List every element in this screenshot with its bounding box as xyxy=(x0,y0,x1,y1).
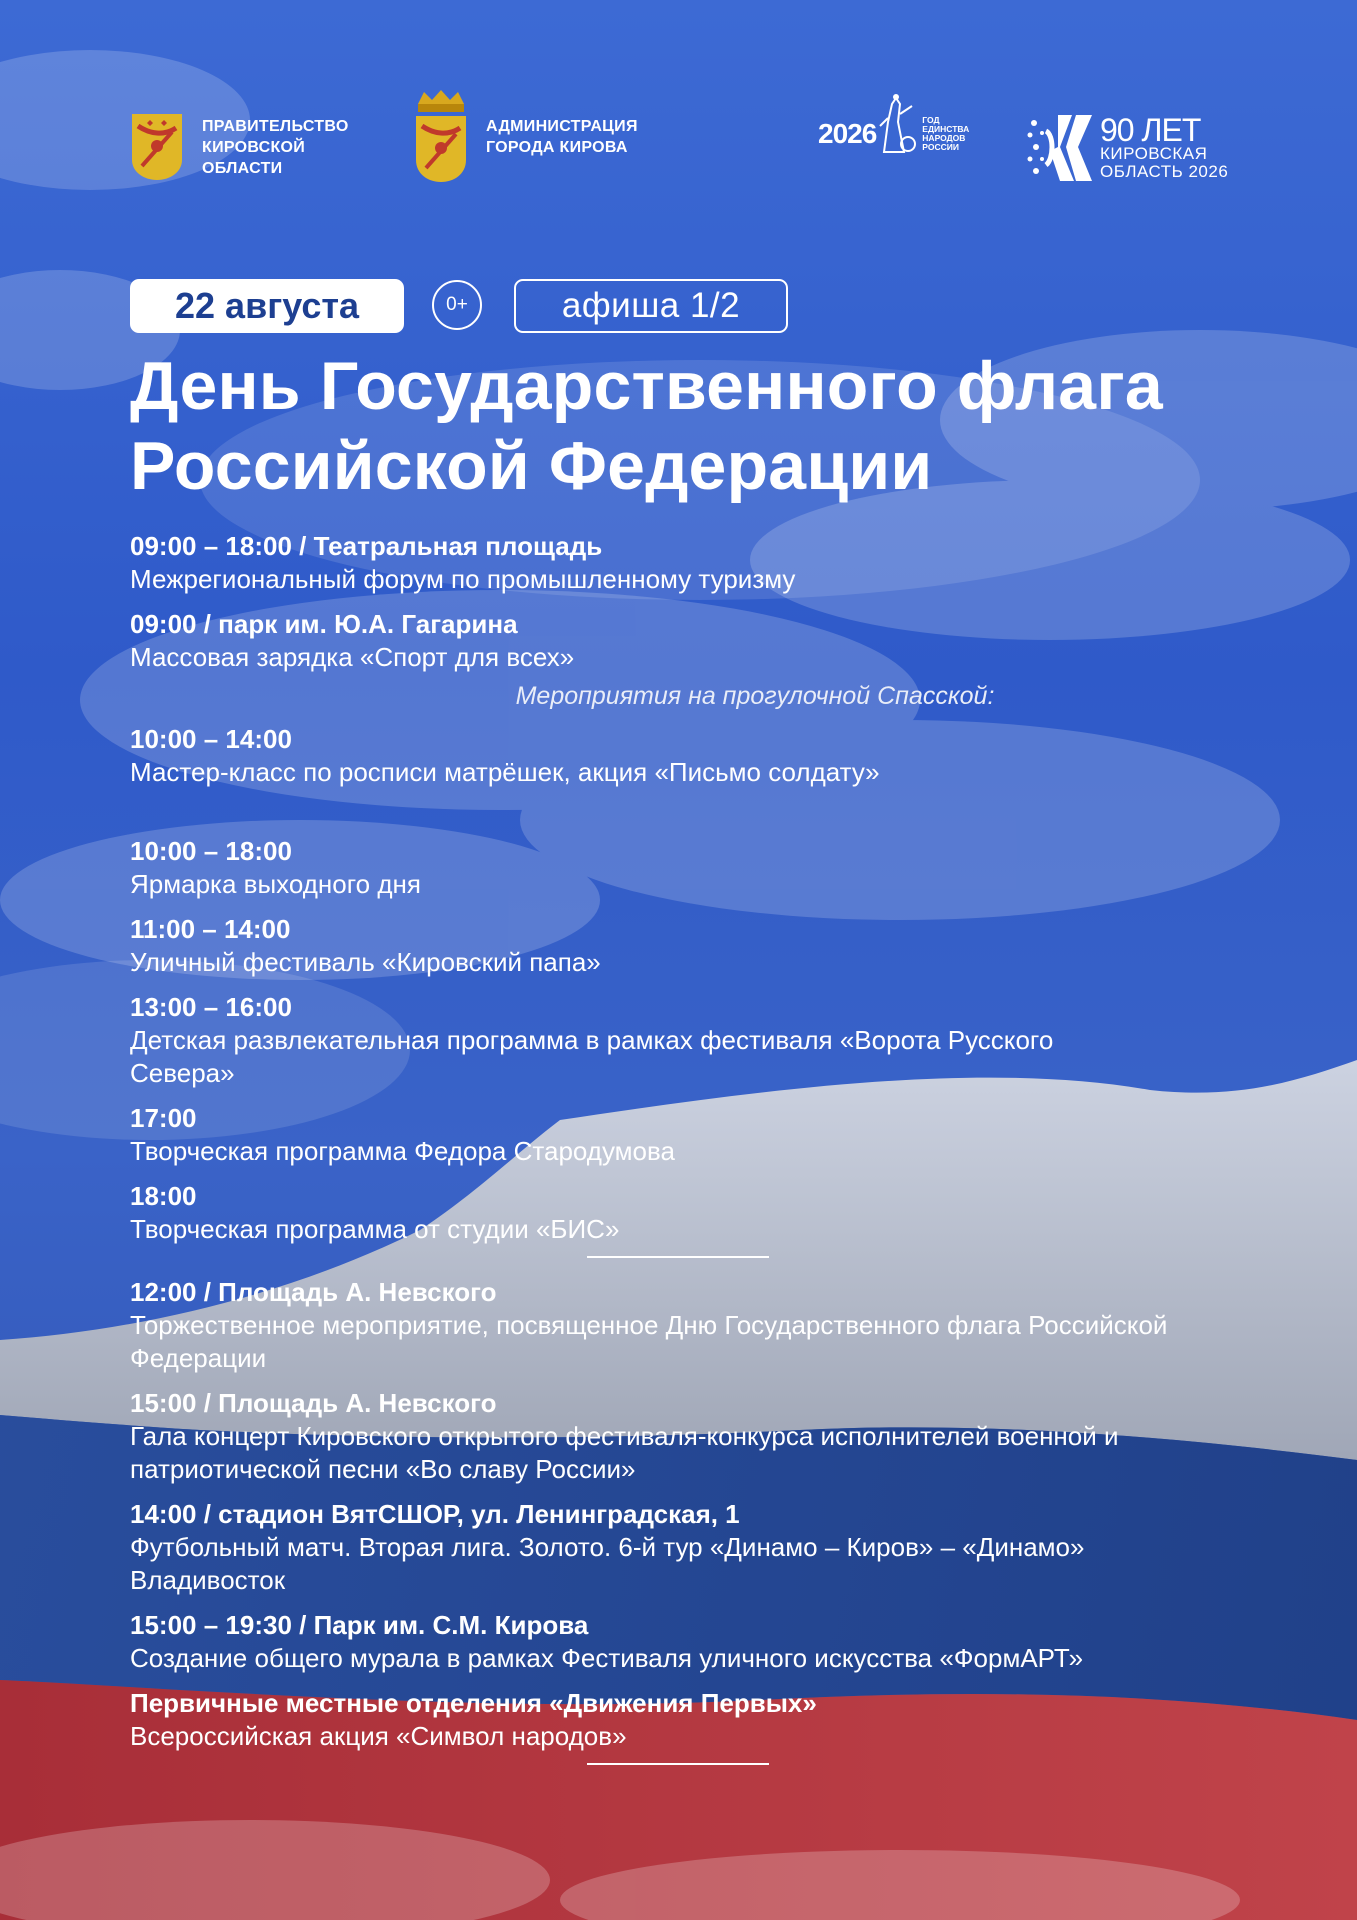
event-description: Творческая программа от студии «БИС» xyxy=(130,1214,620,1244)
event-item xyxy=(130,913,1250,979)
event-item xyxy=(130,1387,1250,1486)
event-description: Уличный фестиваль «Кировский папа» xyxy=(130,947,601,977)
event-time: 18:00 xyxy=(130,1181,197,1211)
event-time-place: 14:00 / стадион ВятСШОР, ул. Ленинградская, 1 xyxy=(130,1499,740,1529)
event-description: Ярмарка выходного дня xyxy=(130,869,421,899)
age-rating-badge: 0+ xyxy=(432,280,482,330)
anniversary-logo xyxy=(1026,113,1228,183)
event-time: 11:00 – 14:00 xyxy=(130,914,291,944)
event-time-place: Первичные местные отделения «Движения Первых» xyxy=(130,1688,817,1718)
event-item xyxy=(130,1180,1250,1246)
event-item xyxy=(130,1609,1250,1675)
year-of-unity-logo xyxy=(818,114,969,154)
event-item xyxy=(130,991,1250,1090)
section-divider xyxy=(587,1763,769,1765)
event-description: Торжественное мероприятие, посвященное Дню Государственного флага Российской Федерации xyxy=(130,1310,1168,1373)
event-time-place: 15:00 / Площадь А. Невского xyxy=(130,1388,497,1418)
government-logo-text: ПРАВИТЕЛЬСТВО КИРОВСКОЙ ОБЛАСТИ xyxy=(202,117,349,177)
event-item xyxy=(130,723,1250,789)
event-item xyxy=(130,1276,1250,1375)
kirov-region-anniversary-emblem-icon xyxy=(1026,113,1096,183)
government-logo xyxy=(130,112,349,182)
date-badge: 22 августа xyxy=(130,279,404,333)
anniversary-line1: КИРОВСКАЯ xyxy=(1100,144,1208,163)
event-description: Массовая зарядка «Спорт для всех» xyxy=(130,642,575,672)
event-item xyxy=(130,1498,1250,1597)
event-description: Межрегиональный форум по промышленному туризму xyxy=(130,564,796,594)
section-divider xyxy=(587,1256,769,1258)
event-item xyxy=(130,530,1250,596)
event-description: Всероссийская акция «Символ народов» xyxy=(130,1721,627,1751)
monument-icon xyxy=(874,92,918,154)
year-of-unity-year: 2026 xyxy=(818,118,877,149)
event-item xyxy=(130,835,1250,901)
event-time-place: 12:00 / Площадь А. Невского xyxy=(130,1277,497,1307)
event-description: Детская развлекательная программа в рамках фестиваля «Ворота Русского Севера» xyxy=(130,1025,1054,1088)
year-of-unity-text: ГОД ЕДИНСТВА НАРОДОВ РОССИИ xyxy=(922,115,970,152)
event-time: 13:00 – 16:00 xyxy=(130,992,292,1022)
spasskaya-section-header: Мероприятия на прогулочной Спасской: xyxy=(515,682,995,710)
event-description: Гала концерт Кировского открытого фестиваля-конкурса исполнителей военной и патриотической песни «Во славу России» xyxy=(130,1421,1119,1484)
event-time: 10:00 – 14:00 xyxy=(130,724,292,754)
kirov-region-coat-of-arms-icon xyxy=(130,112,184,182)
event-time-place: 09:00 / парк им. Ю.А. Гагарина xyxy=(130,609,518,639)
event-description: Мастер-класс по росписи матрёшек, акция «Письмо солдату» xyxy=(130,757,880,787)
anniversary-title: 90 ЛЕТ xyxy=(1100,112,1201,148)
page-title-line2: Российской Федерации xyxy=(130,428,933,504)
event-description: Создание общего мурала в рамках Фестиваля уличного искусства «ФормАРТ» xyxy=(130,1643,1084,1673)
page-title xyxy=(130,346,1310,506)
event-time: 17:00 xyxy=(130,1103,197,1133)
page-title-line1: День Государственного флага xyxy=(130,348,1163,424)
event-item xyxy=(130,1102,1250,1168)
administration-logo-text: АДМИНИСТРАЦИЯ ГОРОДА КИРОВА xyxy=(486,118,638,156)
event-time-place: 09:00 – 18:00 / Театральная площадь xyxy=(130,531,603,561)
event-time-place: 15:00 – 19:30 / Парк им. С.М. Кирова xyxy=(130,1610,589,1640)
event-item xyxy=(130,1687,1250,1753)
kirov-city-coat-of-arms-icon xyxy=(412,90,470,184)
administration-logo xyxy=(412,90,638,184)
event-schedule xyxy=(130,530,1250,1783)
event-time: 10:00 – 18:00 xyxy=(130,836,292,866)
event-item xyxy=(130,608,1250,674)
anniversary-line2: ОБЛАСТЬ 2026 xyxy=(1100,162,1229,181)
event-description: Футбольный матч. Вторая лига. Золото. 6-й тур «Динамо – Киров» – «Динамо» Владивосток xyxy=(130,1532,1085,1595)
event-description: Творческая программа Федора Стародумова xyxy=(130,1136,675,1166)
afisha-page-badge: афиша 1/2 xyxy=(514,279,788,333)
